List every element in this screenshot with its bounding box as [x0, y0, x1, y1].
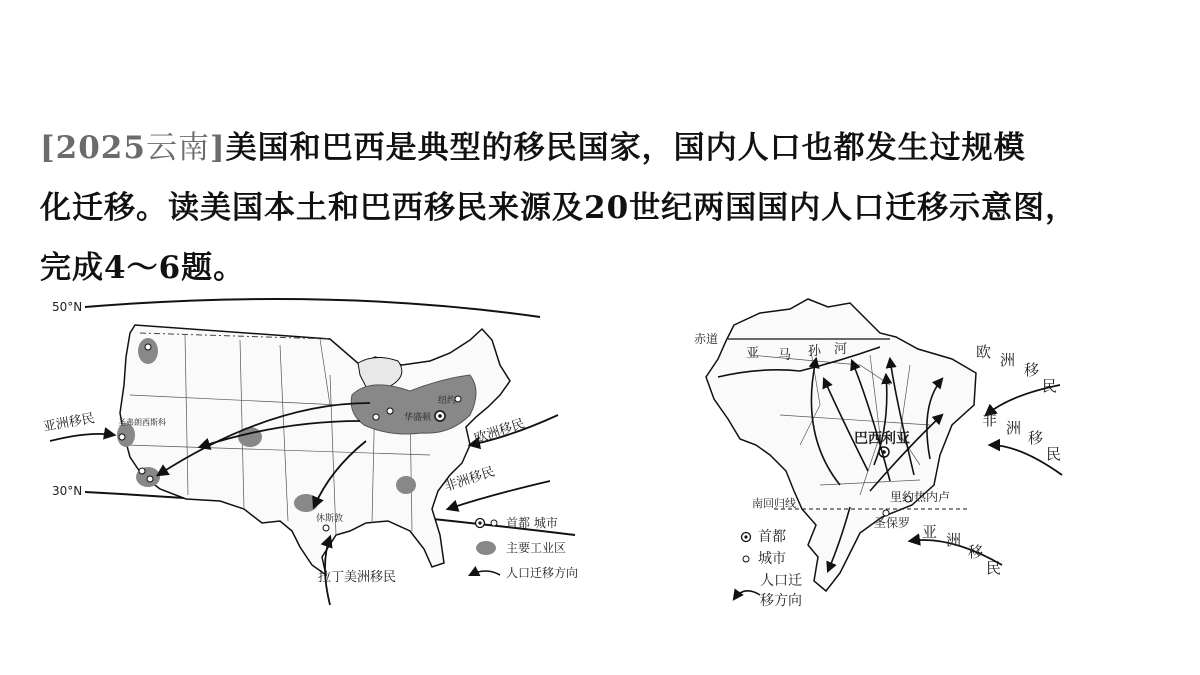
legend-industrial-label: 主要工业区 — [506, 541, 567, 555]
question-line-3: 完成4～6题。 — [40, 250, 246, 286]
brazil-africa-4: 民 — [1046, 445, 1062, 463]
legend-city-icon-br — [743, 556, 749, 562]
city-dot-seattle — [145, 344, 151, 350]
industrial-zone-south — [396, 476, 416, 494]
brazil-asia-4: 民 — [986, 559, 1002, 577]
brazil-africa-1: 非 — [982, 411, 998, 429]
brazil-asia-2: 洲 — [946, 531, 962, 549]
question-line-1: [2025云南]美国和巴西是典型的移民国家，国内人口也都发生过规模 — [40, 130, 1026, 166]
brazil-africa-3: 移 — [1028, 429, 1044, 447]
capital-label-brasilia: 巴西利亚 — [854, 431, 910, 447]
legend-migration-label-br-2: 移方向 — [760, 593, 802, 609]
city-label-washington: 华盛顿 — [404, 413, 432, 423]
brazil-europe-4: 民 — [1042, 377, 1058, 395]
city-label-saopaulo: 圣保罗 — [874, 516, 911, 530]
city-label-newyork: 纽约 — [438, 396, 457, 406]
legend-industrial-icon — [476, 541, 496, 555]
brazil-europe-1: 欧 — [976, 343, 992, 361]
industrial-zone-seattle — [138, 338, 158, 364]
amazon-label-2: 马 — [778, 348, 792, 363]
latitude-50n-line — [85, 299, 540, 317]
brazil-legend — [734, 529, 802, 609]
question-line-2: 化迁移。读美国本土和巴西移民来源及20世纪两国国内人口迁移示意图， — [40, 190, 1078, 226]
city-dot-chicago — [387, 408, 393, 414]
legend-city-icon — [491, 520, 497, 526]
lat-50n-label: 50°N — [52, 300, 83, 314]
amazon-label-4: 河 — [834, 342, 848, 357]
brazil-asia-3: 移 — [968, 543, 984, 561]
legend-migration-label-br-1: 人口迁 — [760, 573, 802, 589]
amazon-label-3: 孙 — [808, 344, 822, 359]
question-stem — [40, 118, 1160, 298]
legend-capital-city-label: 首都 城市 — [506, 516, 558, 530]
city-label-sf: 圣弗朗西斯科 — [118, 418, 166, 427]
city-dot-houston — [323, 525, 329, 531]
brazil-europe-3: 移 — [1024, 361, 1040, 379]
brazil-asia-1: 亚 — [922, 523, 938, 541]
city-dot-la2 — [147, 476, 153, 482]
usa-outline — [120, 325, 510, 575]
legend-migration-arrow-icon-br — [734, 591, 760, 599]
city-dot-la1 — [139, 468, 145, 474]
brazil-migration-map — [690, 295, 1110, 625]
industrial-zone-gulf — [294, 494, 318, 512]
usa-migration-map — [30, 295, 630, 615]
city-dot-detroit — [373, 414, 379, 420]
lat-30n-label: 30°N — [52, 484, 83, 498]
city-dot-sf — [119, 434, 125, 440]
equator-label: 赤道 — [694, 332, 719, 346]
legend-capital-label-br: 首都 — [758, 529, 786, 545]
legend-migration-label: 人口迁移方向 — [506, 566, 579, 580]
legend-migration-arrow-icon — [470, 571, 500, 575]
label-africa-immigrants: 非洲移民 — [442, 464, 497, 495]
tropic-label: 南回归线 — [752, 497, 796, 510]
label-europe-immigrants: 欧洲移民 — [472, 416, 527, 447]
label-asia-immigrants: 亚洲移民 — [42, 411, 96, 435]
brazil-africa-2: 洲 — [1006, 419, 1022, 437]
amazon-label-1: 亚 — [746, 346, 760, 361]
source-tag: [2025云南] — [40, 130, 226, 166]
label-latin-immigrants: 拉丁美洲移民 — [318, 570, 397, 585]
city-label-houston: 休斯敦 — [316, 514, 344, 524]
brazil-europe-2: 洲 — [1000, 351, 1016, 369]
legend-city-label-br: 城市 — [758, 551, 786, 567]
city-label-rio: 里约热内卢 — [890, 490, 951, 504]
